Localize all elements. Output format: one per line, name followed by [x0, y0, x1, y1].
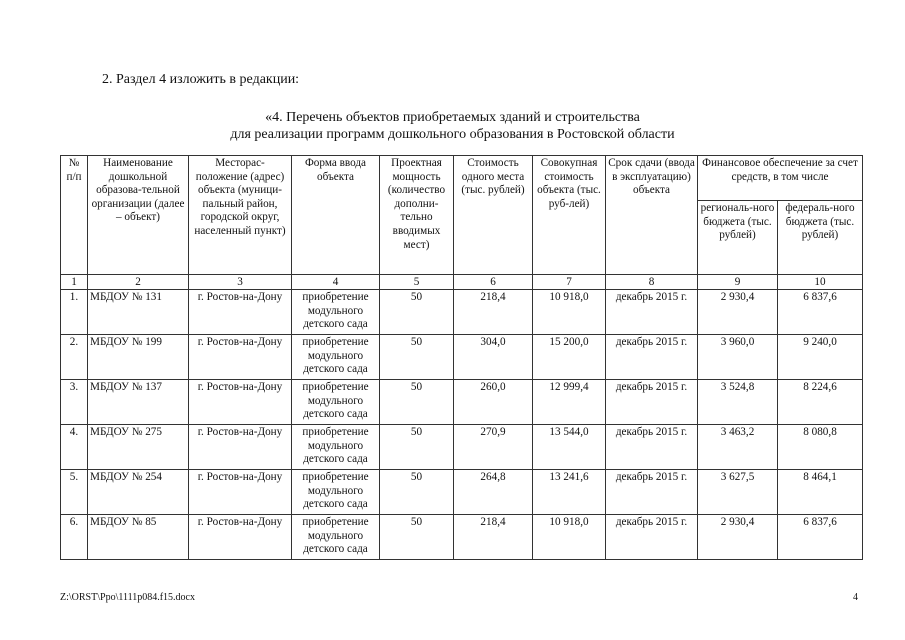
cell-location: г. Ростов-на-Дону — [189, 470, 292, 515]
cell-input-form: приобретение модульного детского сада — [292, 290, 380, 335]
cell-org-name: МБДОУ № 275 — [88, 425, 189, 470]
cell-total-cost: 15 200,0 — [533, 335, 606, 380]
header-regional: региональ-ного бюджета (тыс. рублей) — [698, 201, 778, 275]
cell-org-name: МБДОУ № 254 — [88, 470, 189, 515]
cell-deadline: декабрь 2015 г. — [606, 515, 698, 560]
cell-deadline: декабрь 2015 г. — [606, 425, 698, 470]
cell-deadline: декабрь 2015 г. — [606, 380, 698, 425]
cell-cost-per-place: 218,4 — [454, 290, 533, 335]
cell-federal-budget: 8 080,8 — [778, 425, 863, 470]
cell-total-cost: 12 999,4 — [533, 380, 606, 425]
objects-table — [60, 155, 863, 560]
cell-federal-budget: 6 837,6 — [778, 290, 863, 335]
cell-deadline: декабрь 2015 г. — [606, 335, 698, 380]
footer-file-path: Z:\ORST\Ppo\1111p084.f15.docx — [60, 592, 195, 603]
column-number: 8 — [606, 275, 698, 290]
cell-regional-budget: 3 524,8 — [698, 380, 778, 425]
document-title-line2: для реализации программ дошкольного образования в Ростовской области — [230, 127, 675, 142]
column-numbers-row — [61, 275, 863, 290]
table-row — [61, 515, 863, 560]
header-num: № п/п — [61, 156, 88, 275]
cell-capacity: 50 — [380, 335, 454, 380]
cell-location: г. Ростов-на-Дону — [189, 335, 292, 380]
cell-federal-budget: 9 240,0 — [778, 335, 863, 380]
column-number: 2 — [88, 275, 189, 290]
cell-location: г. Ростов-на-Дону — [189, 290, 292, 335]
cell-regional-budget: 3 960,0 — [698, 335, 778, 380]
table-row — [61, 425, 863, 470]
cell-row-number: 6. — [61, 515, 88, 560]
cell-row-number: 1. — [61, 290, 88, 335]
column-number: 1 — [61, 275, 88, 290]
cell-federal-budget: 6 837,6 — [778, 515, 863, 560]
table-row — [61, 380, 863, 425]
intro-text: 2. Раздел 4 изложить в редакции: — [102, 72, 300, 87]
cell-cost-per-place: 264,8 — [454, 470, 533, 515]
cell-org-name: МБДОУ № 137 — [88, 380, 189, 425]
table-header-row — [61, 156, 863, 201]
header-location: Месторас-положение (адрес) объекта (муници-пальный район, городской округ, населенный пункт) — [189, 156, 292, 275]
cell-regional-budget: 2 930,4 — [698, 290, 778, 335]
column-number: 10 — [778, 275, 863, 290]
cell-cost-per-place: 218,4 — [454, 515, 533, 560]
header-name: Наименование дошкольной образова-тельной организации (далее – объект) — [88, 156, 189, 275]
cell-row-number: 5. — [61, 470, 88, 515]
column-number: 5 — [380, 275, 454, 290]
header-federal: федераль-ного бюджета (тыс. рублей) — [778, 201, 863, 275]
cell-federal-budget: 8 464,1 — [778, 470, 863, 515]
cell-capacity: 50 — [380, 515, 454, 560]
cell-location: г. Ростов-на-Дону — [189, 380, 292, 425]
cell-org-name: МБДОУ № 199 — [88, 335, 189, 380]
header-capacity: Проектная мощность (количество дополни-тельно вводимых мест) — [380, 156, 454, 275]
cell-total-cost: 10 918,0 — [533, 515, 606, 560]
cell-location: г. Ростов-на-Дону — [189, 425, 292, 470]
cell-row-number: 4. — [61, 425, 88, 470]
cell-location: г. Ростов-на-Дону — [189, 515, 292, 560]
cell-regional-budget: 3 627,5 — [698, 470, 778, 515]
cell-deadline: декабрь 2015 г. — [606, 470, 698, 515]
cell-cost-per-place: 270,9 — [454, 425, 533, 470]
column-number: 7 — [533, 275, 606, 290]
header-total-cost: Совокупная стоимость объекта (тыс. руб-лей) — [533, 156, 606, 275]
column-number: 9 — [698, 275, 778, 290]
cell-input-form: приобретение модульного детского сада — [292, 425, 380, 470]
cell-capacity: 50 — [380, 380, 454, 425]
cell-regional-budget: 3 463,2 — [698, 425, 778, 470]
cell-total-cost: 13 544,0 — [533, 425, 606, 470]
cell-capacity: 50 — [380, 425, 454, 470]
cell-cost-per-place: 304,0 — [454, 335, 533, 380]
cell-deadline: декабрь 2015 г. — [606, 290, 698, 335]
cell-regional-budget: 2 930,4 — [698, 515, 778, 560]
document-title-line1: «4. Перечень объектов приобретаемых зданий и строительства — [265, 110, 640, 125]
cell-input-form: приобретение модульного детского сада — [292, 470, 380, 515]
cell-federal-budget: 8 224,6 — [778, 380, 863, 425]
column-number: 3 — [189, 275, 292, 290]
cell-capacity: 50 — [380, 470, 454, 515]
cell-row-number: 3. — [61, 380, 88, 425]
page-number: 4 — [853, 592, 858, 603]
column-number: 6 — [454, 275, 533, 290]
cell-input-form: приобретение модульного детского сада — [292, 380, 380, 425]
cell-org-name: МБДОУ № 131 — [88, 290, 189, 335]
column-number: 4 — [292, 275, 380, 290]
cell-org-name: МБДОУ № 85 — [88, 515, 189, 560]
cell-total-cost: 10 918,0 — [533, 290, 606, 335]
cell-capacity: 50 — [380, 290, 454, 335]
table-row — [61, 290, 863, 335]
table-row — [61, 470, 863, 515]
cell-input-form: приобретение модульного детского сада — [292, 515, 380, 560]
cell-total-cost: 13 241,6 — [533, 470, 606, 515]
cell-cost-per-place: 260,0 — [454, 380, 533, 425]
cell-row-number: 2. — [61, 335, 88, 380]
header-cost-per-place: Стоимость одного места (тыс. рублей) — [454, 156, 533, 275]
header-funding: Финансовое обеспечение за счет средств, в том числе — [698, 156, 863, 201]
table-row — [61, 335, 863, 380]
cell-input-form: приобретение модульного детского сада — [292, 335, 380, 380]
header-deadline: Срок сдачи (ввода в эксплуатацию) объекта — [606, 156, 698, 275]
header-form: Форма ввода объекта — [292, 156, 380, 275]
